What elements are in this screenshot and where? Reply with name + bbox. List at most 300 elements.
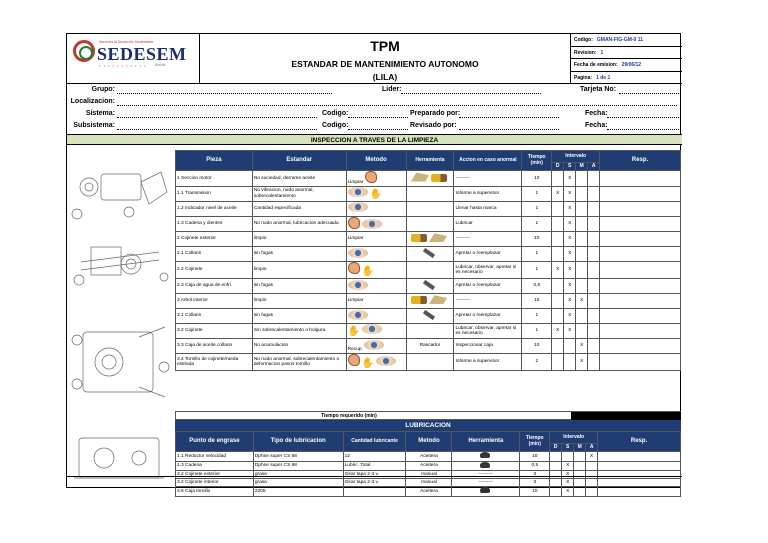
cell-lub-herramienta: --------- xyxy=(452,479,520,487)
wrench-icon xyxy=(423,280,435,290)
cell-interval-s xyxy=(564,354,576,371)
cell-pieza: 1.1 Transmision xyxy=(176,186,253,201)
cell-lub-tiempo: 0,5 xyxy=(520,461,550,471)
cell-estandar: sin fugas xyxy=(252,247,346,262)
cell-metodo xyxy=(346,262,406,279)
cell-tiempo: 10 xyxy=(522,339,552,354)
cell-herramienta xyxy=(406,339,454,354)
cell-interval-s: X xyxy=(564,247,576,262)
cell-lub-interval-d xyxy=(550,487,562,497)
metodo-text: Limpiar xyxy=(347,180,364,185)
cell-lub-tiempo: 3 xyxy=(520,471,550,479)
cell-tiempo: 1 xyxy=(522,186,552,201)
brush-icon xyxy=(411,234,427,242)
cell-interval-d xyxy=(552,294,564,309)
cell-resp xyxy=(600,279,681,294)
cell-lub-interval-s: X xyxy=(562,479,574,487)
cell-interval-a xyxy=(588,216,600,232)
cell-interval-a xyxy=(588,171,600,187)
cell-interval-d: X xyxy=(552,262,564,279)
cell-tiempo: 1 xyxy=(522,201,552,216)
eye-icon xyxy=(348,248,368,258)
cell-interval-m: X xyxy=(576,294,588,309)
th-herramienta: Herramienta xyxy=(406,151,454,171)
field-codigo-1[interactable] xyxy=(348,110,408,118)
cell-resp xyxy=(600,262,681,279)
cell-interval-a xyxy=(588,324,600,339)
brush-icon xyxy=(431,174,447,182)
cell-tiempo: 1 xyxy=(522,324,552,339)
cell-metodo xyxy=(346,309,406,324)
cell-cantidad: Girar tapa 2-3 v. xyxy=(343,471,406,479)
cell-cantidad: Girar tapa 2-3 v. xyxy=(343,479,406,487)
cell-resp xyxy=(600,201,681,216)
eye-icon xyxy=(364,340,384,350)
cell-interval-m: X xyxy=(576,339,588,354)
cell-pieza: 3.4 Tornillo de cojinete/rueda estriada xyxy=(176,354,253,371)
cell-metodo xyxy=(346,354,406,371)
cell-lub-metodo: manual xyxy=(406,471,452,479)
eye-icon xyxy=(348,310,368,320)
cell-estandar: No suciedad, derrame aceite xyxy=(252,171,346,187)
cell-accion: --------- xyxy=(454,294,522,309)
cell-interval-a xyxy=(588,262,600,279)
field-localizacion[interactable] xyxy=(117,98,677,106)
cell-resp xyxy=(600,354,681,371)
cell-interval-s: X xyxy=(564,279,576,294)
cell-pieza: 2.2 Cojinete xyxy=(176,262,253,279)
cell-interval-m xyxy=(576,309,588,324)
cell-estandar: sin fugas xyxy=(252,309,346,324)
meta-revision: Revision: 1 xyxy=(571,47,682,60)
ear-icon xyxy=(365,171,377,183)
cell-lub-tiempo: 10 xyxy=(520,452,550,462)
cell-accion: Llenar hasta marca xyxy=(454,201,522,216)
logo-name: SEDESEM xyxy=(97,44,187,64)
cell-tiempo: 10 xyxy=(522,171,552,187)
inspection-row xyxy=(176,262,681,279)
cell-estandar: limpio xyxy=(252,294,346,309)
th-lub-intervalo: Intervalo xyxy=(550,432,598,444)
cell-lub-interval-a: X xyxy=(586,452,598,462)
lubrication-row xyxy=(176,461,681,471)
cell-lub-interval-d xyxy=(550,461,562,471)
eye-icon xyxy=(348,280,368,290)
label-codigo-1: Codigo: xyxy=(322,110,349,117)
inspection-row xyxy=(176,186,681,201)
cell-lub-interval-a xyxy=(586,479,598,487)
cell-interval-d xyxy=(552,309,564,324)
cell-tiempo: 1 xyxy=(522,309,552,324)
cell-lub-resp xyxy=(598,471,681,479)
cell-estandar: limpio xyxy=(252,232,346,247)
cell-resp xyxy=(600,324,681,339)
bottom-rule xyxy=(67,476,682,477)
th-resp: Resp. xyxy=(600,151,681,171)
cell-interval-s: X xyxy=(564,186,576,201)
cell-estandar: limpio xyxy=(252,262,346,279)
cell-tiempo: 2 xyxy=(522,354,552,371)
label-localizacion: Localizacion: xyxy=(70,98,115,105)
cloth-icon xyxy=(429,233,447,242)
cell-interval-s: X xyxy=(564,201,576,216)
cloth-icon xyxy=(429,295,447,304)
cell-resp xyxy=(600,171,681,187)
cell-pieza: 3.3 Caja de aceite collarin xyxy=(176,339,253,354)
cell-herramienta xyxy=(406,201,454,216)
field-codigo-2[interactable] xyxy=(348,122,408,130)
lubrication-table xyxy=(175,431,681,497)
cell-accion: Inspeccionar caja xyxy=(454,339,522,354)
cell-herramienta xyxy=(406,232,454,247)
cell-accion: Informe a supervisor xyxy=(454,354,522,371)
inspection-row xyxy=(176,294,681,309)
cell-lub-resp xyxy=(598,487,681,497)
cell-resp xyxy=(600,216,681,232)
cell-lub-tiempo: 10 xyxy=(520,487,550,497)
cell-metodo xyxy=(346,294,406,309)
cell-interval-a xyxy=(588,309,600,324)
label-preparado: Preparado por: xyxy=(410,110,461,117)
cell-interval-s: X xyxy=(564,171,576,187)
tiempo-requerido-label: Tiempo requerido (min) xyxy=(321,413,377,419)
inspection-row xyxy=(176,279,681,294)
inspection-row xyxy=(176,339,681,354)
cell-pieza: 2 Cojinete exterior xyxy=(176,232,253,247)
cell-lub-herramienta: --------- xyxy=(452,471,520,479)
cell-metodo xyxy=(346,247,406,262)
field-fecha-2[interactable] xyxy=(607,122,679,130)
th-lub-resp: Resp. xyxy=(598,432,681,452)
cell-interval-s: X xyxy=(564,262,576,279)
ear-icon xyxy=(348,217,360,229)
cell-tipo: Dphne super CS 68 xyxy=(253,461,343,471)
title-main: TPM xyxy=(370,38,400,54)
cell-interval-m xyxy=(576,201,588,216)
cell-interval-a xyxy=(588,186,600,201)
inspection-row xyxy=(176,171,681,187)
cell-herramienta xyxy=(406,186,454,201)
cell-interval-m xyxy=(576,171,588,187)
cell-metodo xyxy=(346,216,406,232)
cell-interval-a xyxy=(588,354,600,371)
cell-pieza: 2.3 Caja de agua de enfri. xyxy=(176,279,253,294)
cell-interval-d xyxy=(552,171,564,187)
th-lub-a: A xyxy=(586,444,598,452)
label-revisado: Revisado por: xyxy=(410,122,457,129)
cell-interval-a xyxy=(588,279,600,294)
cell-accion: --------- xyxy=(454,171,522,187)
machine-drawing-icon xyxy=(69,152,173,412)
label-fecha-2: Fecha: xyxy=(585,122,608,129)
cell-tiempo: 1 xyxy=(522,216,552,232)
hand-icon: ✋ xyxy=(347,326,361,337)
tiempo-requerido-total xyxy=(571,412,681,420)
metodo-text: Limpiar xyxy=(347,298,364,304)
cell-punto: 1.3 Cadena xyxy=(176,461,254,471)
cell-tipo: 2205 xyxy=(253,487,343,497)
cell-resp xyxy=(600,186,681,201)
cell-interval-a xyxy=(588,294,600,309)
label-lider: Lider: xyxy=(382,86,402,93)
cell-interval-m xyxy=(576,324,588,339)
logo-subtitle: Servicios al Desarrollo Sustentable xyxy=(99,40,154,44)
cell-interval-d xyxy=(552,232,564,247)
field-revisado[interactable] xyxy=(459,122,559,130)
lubrication-row xyxy=(176,479,681,487)
cell-lub-tiempo: 3 xyxy=(520,479,550,487)
cell-metodo xyxy=(346,171,406,187)
title-color: (LILA) xyxy=(372,72,398,82)
cell-lub-interval-a xyxy=(586,487,598,497)
cloth-icon xyxy=(411,173,429,182)
cell-interval-m xyxy=(576,232,588,247)
cell-lub-interval-s xyxy=(562,452,574,462)
wrench-icon xyxy=(423,248,435,258)
herramienta-text: Rascador xyxy=(419,343,441,349)
field-fecha-1[interactable] xyxy=(607,110,679,118)
field-subsistema[interactable] xyxy=(117,122,317,130)
th-lub-herramienta: Herramienta xyxy=(452,432,520,452)
cell-lub-metodo: Aceitera xyxy=(406,452,452,462)
inspection-row xyxy=(176,201,681,216)
logo-emblem-icon xyxy=(73,40,95,62)
cell-pieza: 3.1 Collarin xyxy=(176,309,253,324)
th-metodo: Metodo xyxy=(346,151,406,171)
cell-interval-m xyxy=(576,186,588,201)
cell-pieza: 2.1 Collarin xyxy=(176,247,253,262)
cell-lub-interval-d xyxy=(550,471,562,479)
cell-resp xyxy=(600,294,681,309)
cell-punto: 2.2 Cojinete exterior xyxy=(176,471,254,479)
cell-herramienta xyxy=(406,247,454,262)
th-lub-s: S xyxy=(562,444,574,452)
cell-tiempo: 10 xyxy=(522,232,552,247)
th-lub-d: D xyxy=(550,444,562,452)
cell-lub-interval-m xyxy=(574,452,586,462)
cell-herramienta xyxy=(406,294,454,309)
oil-can-icon xyxy=(480,462,490,468)
cell-interval-s: X xyxy=(564,324,576,339)
cell-lub-resp xyxy=(598,461,681,471)
cell-lub-resp xyxy=(598,479,681,487)
cell-interval-m xyxy=(576,247,588,262)
cell-lub-interval-m xyxy=(574,479,586,487)
logo-tag: Bolivia xyxy=(155,63,166,67)
th-m: M xyxy=(576,163,588,171)
label-codigo-2: Codigo: xyxy=(322,122,349,129)
cell-lub-interval-d xyxy=(550,452,562,462)
eye-icon xyxy=(376,356,396,366)
field-lider[interactable] xyxy=(401,86,541,94)
th-cantidad: Cantidad lubricante xyxy=(343,432,406,452)
cell-tiempo: 1 xyxy=(522,262,552,279)
field-preparado[interactable] xyxy=(459,110,559,118)
lubrication-body xyxy=(176,452,681,497)
field-grupo[interactable] xyxy=(117,86,332,94)
metodo-text: Recup xyxy=(347,346,362,352)
cell-metodo xyxy=(346,324,406,339)
cell-interval-m xyxy=(576,279,588,294)
cell-tiempo: 15 xyxy=(522,294,552,309)
cell-cantidad: Lubric. Total xyxy=(343,461,406,471)
cell-resp xyxy=(600,232,681,247)
cell-interval-s: X xyxy=(564,294,576,309)
cell-lub-interval-m xyxy=(574,471,586,479)
cell-interval-d xyxy=(552,247,564,262)
section-lubricacion-title: LUBRICACION xyxy=(175,420,681,431)
meta-fecha: Fecha de emision: 29/06/12 xyxy=(571,59,682,72)
cell-herramienta xyxy=(406,262,454,279)
th-lub-metodo: Metodo xyxy=(406,432,452,452)
document-title xyxy=(200,34,570,84)
cell-lub-metodo: manual xyxy=(406,479,452,487)
inspection-body xyxy=(176,171,681,371)
cell-estandar: No vibracion, ruido anormal, sobrecalentamiento xyxy=(252,186,346,201)
cell-lub-interval-d xyxy=(550,479,562,487)
meta-pagina: Pagina: 1 de 1 xyxy=(574,74,611,81)
cell-accion: Lubricar xyxy=(454,216,522,232)
inspection-row xyxy=(176,247,681,262)
cell-tipo: grasa xyxy=(253,471,343,479)
cell-herramienta xyxy=(406,216,454,232)
cell-interval-d xyxy=(552,279,564,294)
label-sistema: Sistema: xyxy=(85,110,115,117)
hand-icon: ✋ xyxy=(361,358,375,369)
lubrication-row xyxy=(176,452,681,462)
meta-codigo: Codigo: GMAN-FIG-GM-0 11 xyxy=(571,34,682,47)
cell-pieza: 1.3 Cadena y dientes xyxy=(176,216,253,232)
cell-lub-interval-m xyxy=(574,461,586,471)
cell-interval-d xyxy=(552,216,564,232)
section-inspeccion-title: INSPECCION A TRAVES DE LA LIMPIEZA xyxy=(67,134,682,145)
inspection-row xyxy=(176,216,681,232)
cell-tiempo: 1 xyxy=(522,247,552,262)
cell-interval-d xyxy=(552,201,564,216)
cell-estandar: No ruido anormal, lubricacion adecuada xyxy=(252,216,346,232)
cell-lub-herramienta xyxy=(452,487,520,497)
cell-herramienta xyxy=(406,309,454,324)
cell-herramienta xyxy=(406,354,454,371)
cell-interval-s: X xyxy=(564,232,576,247)
lubrication-drawing-icon xyxy=(69,432,173,488)
cell-accion: --------- xyxy=(454,232,522,247)
lubrication-row xyxy=(176,487,681,497)
th-a: A xyxy=(588,163,600,171)
cell-metodo xyxy=(346,232,406,247)
cell-punto: 1.1 Reductor velocidad xyxy=(176,452,254,462)
company-logo xyxy=(67,34,200,84)
label-tarjeta: Tarjeta No: xyxy=(580,86,617,93)
cell-lub-herramienta xyxy=(452,461,520,471)
cell-estandar: Cantidad especificada xyxy=(252,201,346,216)
field-tarjeta[interactable] xyxy=(619,86,679,94)
eye-icon xyxy=(362,324,382,334)
cell-herramienta xyxy=(406,324,454,339)
th-intervalo: Intervalo xyxy=(552,151,600,163)
inspection-row xyxy=(176,232,681,247)
ear-icon xyxy=(348,262,360,274)
cell-lub-metodo: Aceitera xyxy=(406,487,452,497)
cell-pieza: 3 Arbol interior xyxy=(176,294,253,309)
cell-estandar: sin fugas xyxy=(252,279,346,294)
cell-lub-interval-s: X xyxy=(562,487,574,497)
cell-herramienta xyxy=(406,279,454,294)
inspection-table xyxy=(175,150,681,371)
cell-accion: Lubricar, observar, apretar si es necesario xyxy=(454,262,522,279)
cell-lub-interval-a xyxy=(586,471,598,479)
cell-interval-a xyxy=(588,339,600,354)
inspection-row xyxy=(176,354,681,371)
cell-metodo xyxy=(346,279,406,294)
cell-interval-a xyxy=(588,247,600,262)
cell-interval-d: X xyxy=(552,324,564,339)
cell-interval-m: X xyxy=(576,354,588,371)
cell-accion: Apretar o reemplazar xyxy=(454,279,522,294)
inspection-row xyxy=(176,309,681,324)
cell-resp xyxy=(600,247,681,262)
cell-tipo: Dphne super CS 68 xyxy=(253,452,343,462)
th-tipo: Tipo de lubricacion xyxy=(253,432,343,452)
cell-lub-interval-a xyxy=(586,461,598,471)
cell-lub-metodo: Aceitera xyxy=(406,461,452,471)
cell-metodo xyxy=(346,201,406,216)
lubrication-row xyxy=(176,471,681,479)
cell-estandar: No acumulacion xyxy=(252,339,346,354)
cell-tipo: grasa xyxy=(253,479,343,487)
cell-interval-d xyxy=(552,354,564,371)
inspection-row xyxy=(176,324,681,339)
cell-interval-d: X xyxy=(552,186,564,201)
form-fields xyxy=(67,86,682,134)
cell-lub-interval-m xyxy=(574,487,586,497)
brush-icon xyxy=(411,296,427,304)
tiempo-requerido-row xyxy=(175,411,681,420)
th-pieza: Pieza xyxy=(176,151,253,171)
cell-interval-m xyxy=(576,262,588,279)
th-estandar: Estandar xyxy=(252,151,346,171)
cell-herramienta xyxy=(406,171,454,187)
cell-pieza: 1 Seccion motor xyxy=(176,171,253,187)
cell-lub-resp xyxy=(598,452,681,462)
field-sistema[interactable] xyxy=(117,110,317,118)
cell-metodo xyxy=(346,186,406,201)
oil-can-icon xyxy=(480,487,490,493)
cell-tiempo: 0,5 xyxy=(522,279,552,294)
eye-icon xyxy=(362,219,382,229)
th-s: S xyxy=(564,163,576,171)
cell-cantidad: 12 xyxy=(343,452,406,462)
cell-cantidad xyxy=(343,487,406,497)
th-lub-m: M xyxy=(574,444,586,452)
cell-interval-m xyxy=(576,216,588,232)
title-sub: ESTANDAR DE MANTENIMIENTO AUTONOMO xyxy=(291,59,479,69)
th-d: D xyxy=(552,163,564,171)
cell-interval-s xyxy=(564,339,576,354)
cell-lub-interval-s: X xyxy=(562,461,574,471)
eye-icon xyxy=(348,202,368,212)
wrench-icon xyxy=(423,310,435,320)
cell-punto: 3.2 Cojinete interior xyxy=(176,479,254,487)
cell-accion: Apretar o reemplazar xyxy=(454,309,522,324)
th-tiempo: Tiempo (min) xyxy=(522,151,552,171)
cell-pieza: 1.2 Indicador nivel de aceite xyxy=(176,201,253,216)
eye-icon xyxy=(348,187,368,197)
cell-resp xyxy=(600,309,681,324)
cell-interval-d xyxy=(552,339,564,354)
cell-accion: Lubricar, observar, apretar si es necesario xyxy=(454,324,522,339)
oil-can-icon xyxy=(480,452,490,458)
